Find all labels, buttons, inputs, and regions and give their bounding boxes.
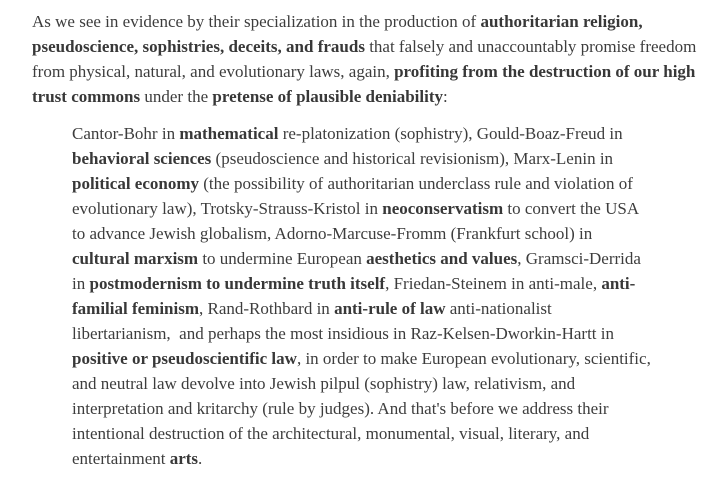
text-segment: : — [443, 87, 448, 106]
text-segment: to undermine European — [198, 249, 367, 268]
bold-text-segment: pretense of plausible deniability — [212, 87, 444, 106]
text-segment: Cantor-Bohr in — [72, 124, 180, 143]
text-segment: anti-nationalist libertarianism, and perhaps the most insidious in Raz-Kelsen-Dworkin-Hartt in — [72, 299, 619, 343]
bold-text-segment: anti-familial feminism — [72, 274, 636, 318]
bold-text-segment: behavioral sciences — [72, 149, 212, 168]
text-segment: under the — [140, 87, 213, 106]
intro-paragraph — [32, 9, 701, 109]
text-segment: , Friedan-Steinem in anti-male, — [385, 274, 602, 293]
text-segment: to convert the USA to advance Jewish globalism, Adorno-Marcuse-Fromm (Frankfurt school) in — [72, 199, 643, 243]
bold-text-segment: political economy — [72, 174, 200, 193]
bold-text-segment: profiting from the destruction of our high trust commons — [32, 62, 700, 106]
bold-text-segment: postmodernism to undermine truth itself — [89, 274, 386, 293]
bold-text-segment: anti-rule of law — [334, 299, 446, 318]
text-segment: As we see in evidence by their specialization in the production of — [32, 12, 481, 31]
quote-block — [72, 121, 656, 471]
text-segment: re-platonization (sophistry), Gould-Boaz-Freud in — [278, 124, 627, 143]
bold-text-segment: cultural marxism — [72, 249, 199, 268]
text-segment: , in order to make European evolutionary, scientific, and neutral law devolve into Jewish pilpul (sophistry) law, relativism, and interpretation and kritarchy (rule by judges). And that's before we address their intentional destruction of the architectural, monumental, visual, literary, and entertainment — [72, 349, 656, 468]
text-segment: , Gramsci-Derrida in — [72, 249, 646, 293]
bold-text-segment: neoconservatism — [382, 199, 504, 218]
bold-text-segment: arts — [169, 449, 199, 468]
text-segment: (the possibility of authoritarian underclass rule and violation of evolutionary law), Trotsky-Strauss-Kristol in — [72, 174, 638, 218]
bold-text-segment: aesthetics and values — [366, 249, 518, 268]
bold-text-segment: positive or pseudoscientific law — [72, 349, 297, 368]
text-segment: that falsely and unaccountably promise freedom from physical, natural, and evolutionary laws, again, — [32, 37, 701, 81]
text-segment: , Rand-Rothbard in — [199, 299, 335, 318]
text-segment: . — [198, 449, 203, 468]
bold-text-segment: mathematical — [179, 124, 279, 143]
text-segment: (pseudoscience and historical revisionism), Marx-Lenin in — [211, 149, 618, 168]
bold-text-segment: authoritarian religion, pseudoscience, sophistries, deceits, and frauds — [32, 12, 647, 56]
